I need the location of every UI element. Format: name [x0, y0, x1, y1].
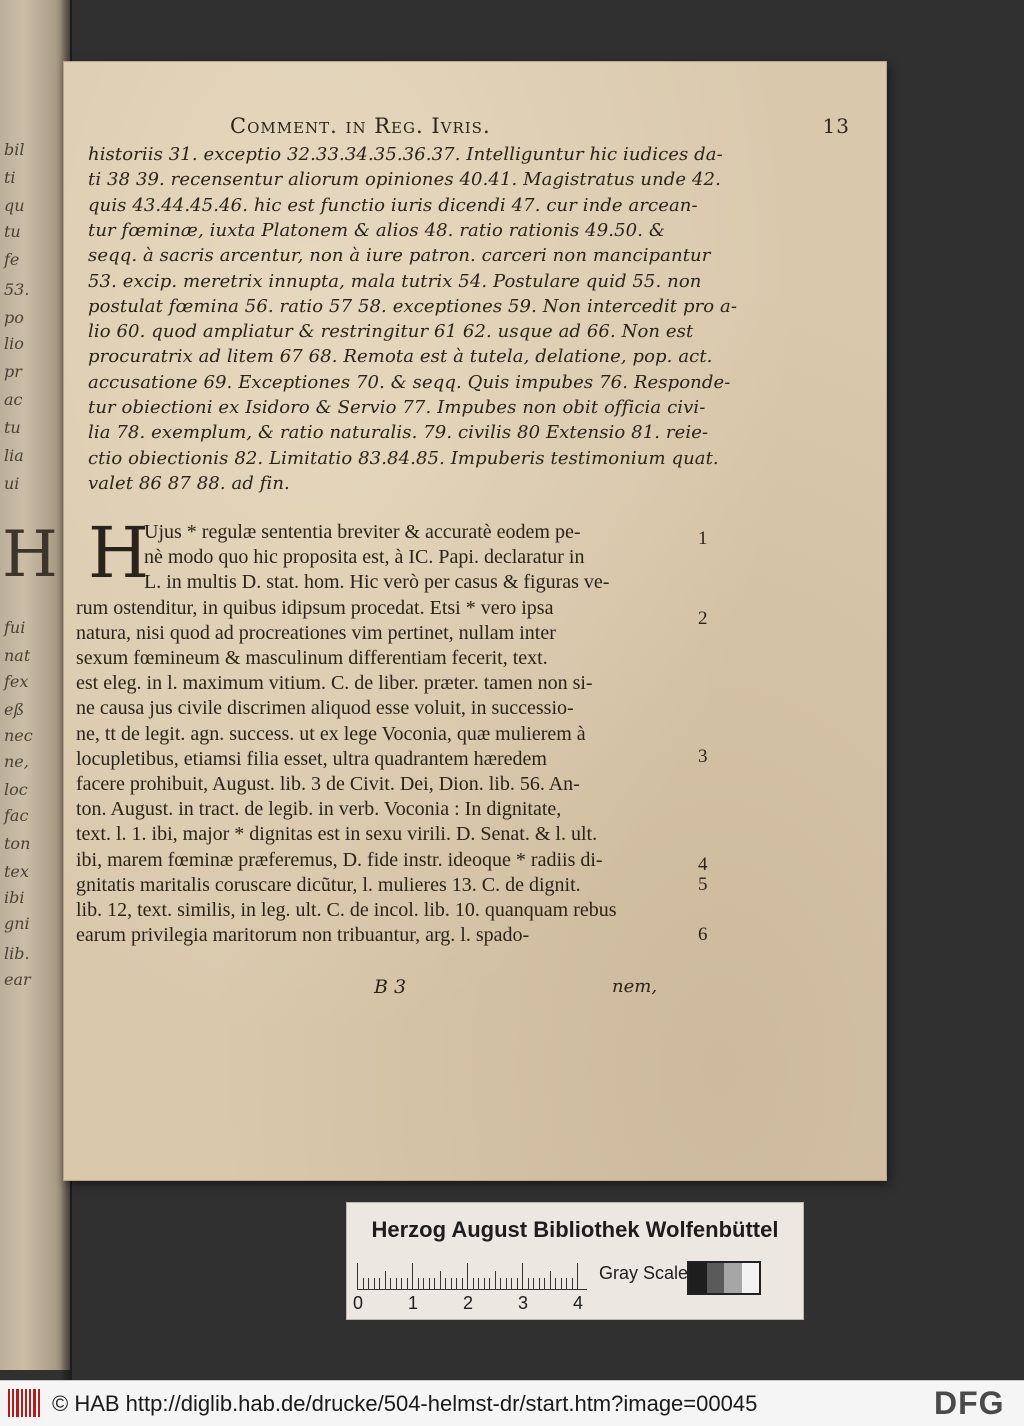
body-line: gnitatis maritalis coruscare dicũtur, l. mulieres 13. C. de dignit. — [76, 873, 581, 896]
library-label — [346, 1202, 804, 1320]
previous-page-fragment: fui — [4, 618, 26, 637]
ruler-tick — [368, 1278, 369, 1289]
previous-page-initial: H — [2, 518, 58, 592]
previous-page-fragment: lio — [4, 334, 24, 353]
ruler-tick — [473, 1278, 474, 1289]
body-line: nè modo quo hic proposita est, à IC. Papi. declaratur in — [144, 546, 585, 569]
previous-page-fragment: nec — [4, 726, 33, 745]
ruler-tick — [429, 1278, 430, 1289]
ruler-tick — [357, 1263, 358, 1289]
margin-number: 1 — [698, 528, 708, 549]
signature-mark: B 3 — [374, 976, 407, 998]
gray-swatch — [689, 1263, 707, 1293]
body-line: L. in multis D. stat. hom. Hic verò per casus & figuras ve- — [144, 571, 610, 594]
summary-line: postulat fœmina 56. ratio 57 58. exceptiones 59. Non intercedit pro a- — [88, 295, 738, 317]
barcode-bar — [21, 1389, 23, 1417]
body-line: est eleg. in l. maximum vitium. C. de liber. præter. tamen non si- — [76, 672, 593, 695]
ruler-tick — [511, 1278, 512, 1289]
running-head: Comment. in Reg. Ivris. — [230, 114, 491, 138]
ruler-tick — [506, 1278, 507, 1289]
ruler-tick — [363, 1278, 364, 1289]
margin-number: 3 — [698, 746, 708, 767]
barcode-bar — [38, 1389, 40, 1417]
gray-swatch — [724, 1263, 742, 1293]
barcode-bar — [16, 1389, 19, 1417]
ruler-tick — [412, 1263, 413, 1289]
previous-page-fragment: ti — [4, 168, 16, 187]
ruler-tick — [495, 1271, 496, 1289]
previous-page-fragment: pr — [4, 362, 22, 381]
summary-line: ti 38 39. recensentur aliorum opiniones 40.41. Magistratus unde 42. — [88, 169, 721, 191]
ruler-tick — [533, 1278, 534, 1289]
ruler-tick — [401, 1278, 402, 1289]
barcode-bar — [25, 1389, 27, 1417]
summary-line: procuratrix ad litem 67 68. Remota est à tutela, delatione, pop. act. — [88, 346, 713, 368]
previous-page-fragment: nat — [4, 646, 31, 665]
ruler-tick — [500, 1278, 501, 1289]
summary-line: lio 60. quod ampliatur & restringitur 61 62. usque ad 66. Non est — [88, 321, 694, 343]
ruler-tick — [456, 1278, 457, 1289]
previous-page-fragment: bil — [4, 140, 25, 159]
ruler-tick — [462, 1278, 463, 1289]
ruler-tick — [418, 1278, 419, 1289]
ruler-tick — [445, 1278, 446, 1289]
gray-scale-swatch — [687, 1261, 761, 1295]
ruler-tick — [539, 1278, 540, 1289]
ruler-tick — [528, 1278, 529, 1289]
ruler-number: 1 — [408, 1293, 419, 1313]
page-header — [230, 114, 850, 144]
ruler-tick — [489, 1278, 490, 1289]
catchword: nem, — [612, 976, 658, 997]
drop-cap: H — [88, 512, 150, 594]
barcode-icon — [8, 1389, 40, 1417]
summary-line: 53. excip. meretrix innupta, mala tutrix 54. Postulare quid 55. non — [88, 270, 702, 292]
ruler-tick — [572, 1278, 573, 1289]
ruler-tick — [561, 1278, 562, 1289]
ruler-tick — [434, 1278, 435, 1289]
ruler-number: 4 — [573, 1293, 584, 1313]
body-line: Ujus * regulæ sententia breviter & accuratè eodem pe- — [144, 521, 581, 543]
summary-line: lia 78. exemplum, & ratio naturalis. 79. civilis 80 Extensio 81. reie- — [88, 422, 709, 444]
body-line: lib. 12, text. similis, in leg. ult. C. de incol. lib. 10. quanquam rebus — [76, 899, 617, 921]
ruler-tick — [467, 1263, 468, 1289]
margin-number: 2 — [698, 608, 708, 629]
previous-page-fragment: lia — [4, 446, 24, 465]
gray-scale-label: Gray Scale — [599, 1263, 689, 1283]
body-line: facere prohibuit, August. lib. 3 de Civit. Dei, Dion. lib. 56. An- — [76, 773, 580, 795]
previous-page-fragment: ac — [4, 390, 23, 409]
ruler-tick — [451, 1278, 452, 1289]
ruler-tick — [550, 1271, 551, 1289]
previous-page-fragment: tu — [4, 222, 21, 241]
ruler-tick — [522, 1263, 523, 1289]
previous-page-fragment: fe — [4, 250, 20, 269]
footer-bar — [0, 1380, 1024, 1426]
gray-swatch — [707, 1263, 725, 1293]
ruler-tick — [385, 1271, 386, 1289]
previous-page-fragment: ui — [4, 474, 20, 493]
ruler-tick — [390, 1278, 391, 1289]
ruler-tick — [577, 1263, 578, 1289]
ruler-tick — [374, 1278, 375, 1289]
ruler-tick — [555, 1278, 556, 1289]
previous-page-fragment: gni — [4, 914, 30, 933]
ruler-tick — [440, 1271, 441, 1289]
previous-page-fragment: eß — [4, 700, 25, 719]
previous-page-fragment: tex — [4, 862, 29, 881]
scale-ruler — [357, 1263, 587, 1290]
previous-page-fragment: ibi — [4, 888, 25, 907]
book-page — [64, 62, 886, 1180]
body-line: text. l. 1. ibi, major * dignitas est in sexu virili. D. Senat. & l. ult. — [76, 823, 598, 846]
summary-line: ctio obiectionis 82. Limitatio 83.84.85. Impuberis testimonium quat. — [88, 447, 719, 469]
summary-line: valet 86 87 88. ad fin. — [88, 472, 290, 494]
ruler-tick — [566, 1278, 567, 1289]
page-number: 13 — [822, 114, 850, 138]
previous-page-fragment: fex — [4, 672, 29, 691]
previous-page-fragment: ne, — [4, 752, 29, 771]
previous-page-fragment: 53. — [4, 280, 30, 299]
ruler-number: 0 — [353, 1293, 364, 1313]
dfg-logo: DFG — [934, 1385, 1005, 1421]
margin-number: 4 — [698, 854, 708, 875]
ruler-tick — [478, 1278, 479, 1289]
body-line: sexum fœmineum & masculinum differentiam fecerit, text. — [76, 647, 548, 669]
body-line: ibi, marem fœminæ præferemus, D. fide instr. ideoque * radiis di- — [76, 848, 603, 871]
summary-line: tur obiectioni ex Isidoro & Servio 77. Impubes non obit officia civi- — [88, 397, 706, 418]
ruler-number: 3 — [518, 1293, 529, 1313]
summary-line: quis 43.44.45.46. hic est functio iuris dicendi 47. cur inde arcean- — [88, 194, 698, 216]
ruler-tick — [544, 1278, 545, 1289]
previous-page-fragment: lib. — [4, 944, 30, 963]
barcode-bar — [8, 1389, 10, 1417]
barcode-bar — [33, 1389, 36, 1417]
margin-number: 6 — [698, 924, 708, 945]
ruler-tick — [484, 1278, 485, 1289]
ruler-tick — [396, 1278, 397, 1289]
previous-page-fragment: ear — [4, 970, 31, 989]
ruler-tick — [517, 1278, 518, 1289]
copyright-link[interactable]: © HAB http://diglib.hab.de/drucke/504-helmst-dr/start.htm?image=00045 — [52, 1391, 758, 1416]
body-line: locupletibus, etiamsi filia esset, ultra quadrantem hæredem — [76, 747, 547, 770]
previous-page-fragment: po — [4, 308, 24, 327]
body-line: ton. August. in tract. de legib. in verb. Voconia : In dignitate, — [76, 798, 562, 821]
previous-page-fragment: ton — [4, 834, 31, 853]
ruler-tick — [379, 1278, 380, 1289]
summary-line: seqq. à sacris arcentur, non à iure patron. carceri non mancipantur — [88, 245, 711, 267]
summary-line: tur fœminæ, iuxta Platonem & alios 48. ratio rationis 49.50. & — [88, 219, 665, 241]
body-line: rum ostenditur, in quibus idipsum procedat. Etsi * vero ipsa — [76, 596, 554, 619]
barcode-bar — [29, 1389, 31, 1417]
ruler-number: 2 — [463, 1293, 474, 1313]
barcode-bar — [12, 1389, 14, 1417]
summary-line: historiis 31. exceptio 32.33.34.35.36.37. Intelliguntur hic iudices da- — [88, 144, 723, 165]
body-line: ne causa jus civile discrimen aliquod esse voluit, in successio- — [76, 697, 574, 720]
body-line: natura, nisi quod ad procreationes vim pertinet, nullam inter — [76, 621, 556, 644]
margin-number: 5 — [698, 874, 708, 895]
ruler-tick — [423, 1278, 424, 1289]
body-line: earum privilegia maritorum non tribuantur, arg. l. spado- — [76, 924, 530, 947]
previous-page-fragment: loc — [4, 780, 28, 799]
body-line: ne, tt de legit. agn. success. ut ex lege Voconia, quæ mulierem à — [76, 722, 586, 745]
library-name: Herzog August Bibliothek Wolfenbüttel — [371, 1217, 779, 1242]
gray-swatch — [742, 1263, 760, 1293]
previous-page-fragment: fac — [4, 806, 29, 825]
ruler-tick — [407, 1278, 408, 1289]
summary-line: accusatione 69. Exceptiones 70. & seqq. Quis impubes 76. Responde- — [88, 371, 731, 393]
previous-page-fragment: tu — [4, 418, 21, 437]
previous-page-fragment: qu — [4, 196, 25, 215]
